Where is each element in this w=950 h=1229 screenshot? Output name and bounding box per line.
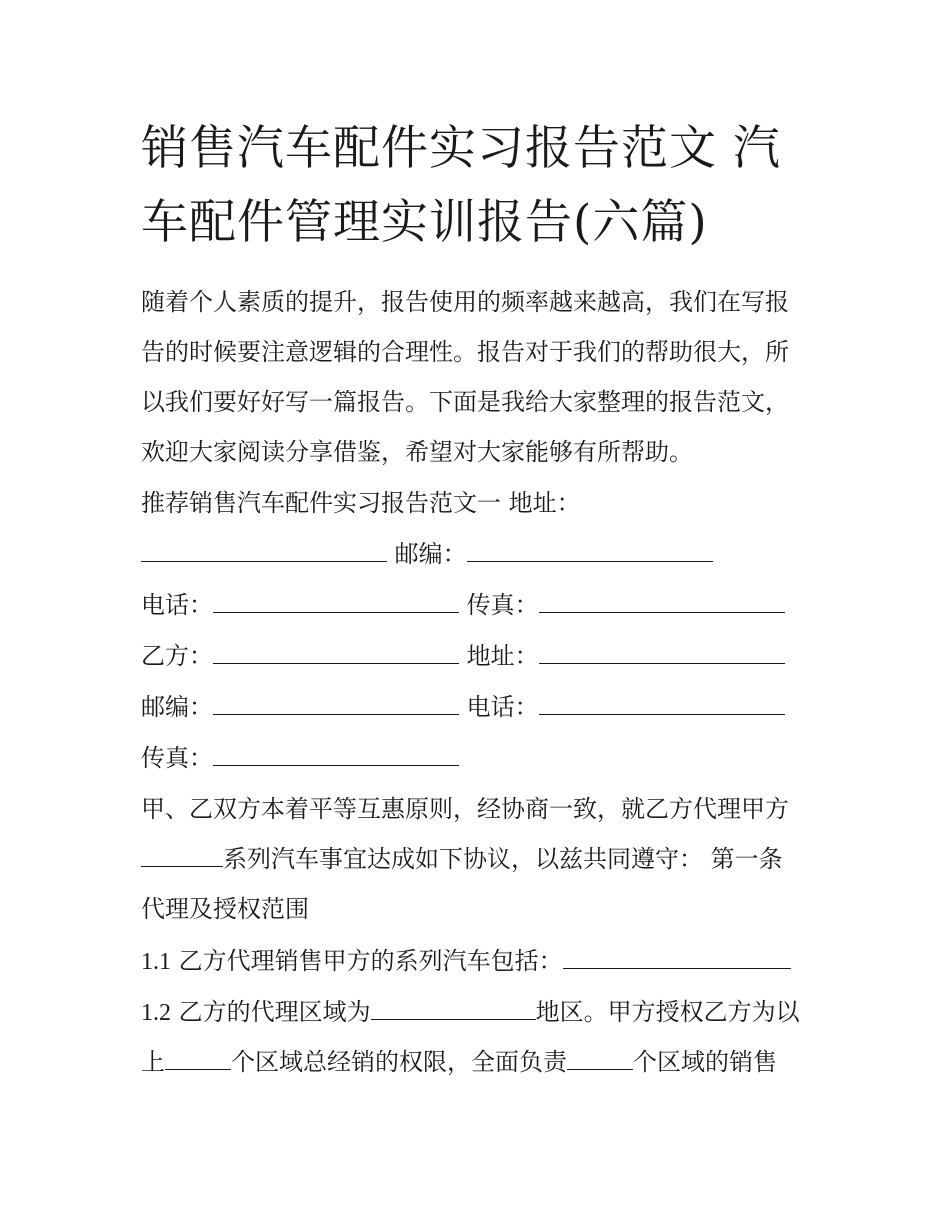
clause-1-2 bbox=[141, 996, 800, 1028]
address-blank[interactable] bbox=[141, 539, 387, 562]
clause-1-2-continued bbox=[141, 1046, 777, 1078]
agreement-line-2-row bbox=[141, 843, 783, 875]
party-b-blank[interactable] bbox=[213, 641, 459, 664]
fax-blank[interactable] bbox=[539, 590, 785, 613]
address-postcode-row bbox=[141, 538, 713, 570]
clause-1-2-line2-b: 个区域总经销的权限，全面负责 bbox=[231, 1048, 567, 1076]
intro-line-3: 以我们要好好写一篇报告。下面是我给大家整理的报告范文， bbox=[141, 388, 789, 416]
intro-line-1: 随着个人素质的提升，报告使用的频率越来越高，我们在写报 bbox=[141, 288, 789, 316]
phone-fax-row bbox=[141, 589, 785, 621]
recommend-line: 推荐销售汽车配件实习报告范文一 地址： bbox=[141, 489, 581, 517]
agreement-line-2: 系列汽车事宜达成如下协议，以兹共同遵守： 第一条 bbox=[223, 845, 783, 873]
clause-1-1-text: 乙方代理销售甲方的系列汽车包括： bbox=[178, 947, 563, 975]
phone-blank-2[interactable] bbox=[539, 692, 785, 715]
clause-1-2-number: 1.2 bbox=[141, 1000, 171, 1026]
postcode-label-2: 邮编： bbox=[141, 693, 213, 721]
phone-label: 电话： bbox=[141, 591, 213, 619]
fax-label-2: 传真： bbox=[141, 744, 213, 772]
clause-1-2-text-b: 地区。甲方授权乙方为以 bbox=[535, 998, 800, 1026]
clause-1-2-text-a: 乙方的代理区域为 bbox=[178, 998, 371, 1026]
fax-label: 传真： bbox=[466, 591, 539, 619]
fax-blank-2[interactable] bbox=[213, 743, 459, 766]
area-blank-1[interactable] bbox=[165, 1047, 231, 1070]
party-b-address-blank[interactable] bbox=[539, 641, 785, 664]
postcode-blank[interactable] bbox=[467, 539, 713, 562]
series-blank[interactable] bbox=[141, 844, 223, 867]
clause-1-1-blank[interactable] bbox=[563, 946, 791, 969]
party-b-label: 乙方： bbox=[141, 642, 213, 670]
clause-1-1-number: 1.1 bbox=[141, 949, 171, 975]
agreement-line-3: 代理及授权范围 bbox=[141, 895, 309, 923]
document-title: 销售汽车配件实习报告范文 汽车配件管理实训报告(六篇) bbox=[141, 121, 781, 250]
region-blank[interactable] bbox=[371, 997, 536, 1020]
phone-label-2: 电话： bbox=[466, 693, 539, 721]
postcode-label: 邮编： bbox=[394, 540, 467, 568]
address-label: 地址： bbox=[466, 642, 539, 670]
clause-1-1 bbox=[141, 945, 791, 977]
postcode-blank-2[interactable] bbox=[213, 692, 459, 715]
fax-row bbox=[141, 742, 459, 774]
clause-1-2-line2-a: 上 bbox=[141, 1048, 165, 1076]
intro-line-2: 告的时候要注意逻辑的合理性。报告对于我们的帮助很大，所 bbox=[141, 338, 789, 366]
postcode-phone-row bbox=[141, 691, 785, 723]
intro-line-4: 欢迎大家阅读分享借鉴，希望对大家能够有所帮助。 bbox=[141, 438, 693, 466]
party-b-address-row bbox=[141, 640, 785, 672]
area-blank-2[interactable] bbox=[567, 1047, 633, 1070]
agreement-line-1: 甲、乙双方本着平等互惠原则，经协商一致，就乙方代理甲方 bbox=[141, 795, 789, 823]
clause-1-2-line2-c: 个区域的销售 bbox=[633, 1048, 777, 1076]
phone-blank[interactable] bbox=[213, 590, 459, 613]
